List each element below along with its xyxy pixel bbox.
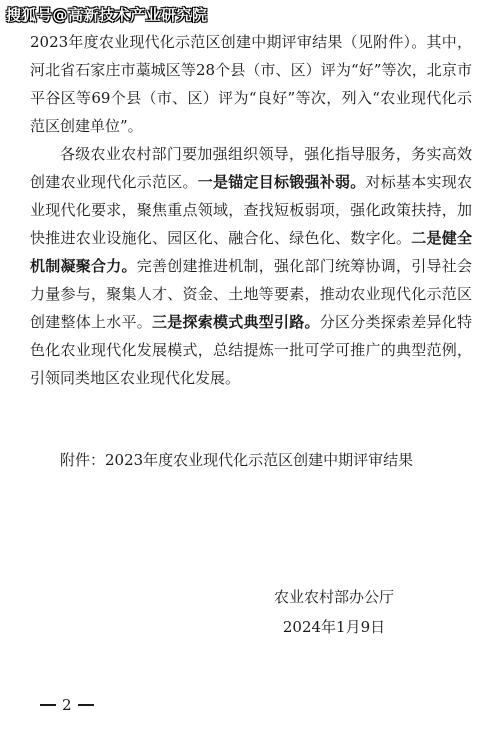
page-dash-right bbox=[78, 704, 94, 706]
text-point-1: 对标基本实现农业现代化要求，聚焦重点领域，查找短板弱项，强化政策扶持，加快推进农业设施化、园区化、融合化、绿色化、数字化。 bbox=[30, 173, 472, 247]
text-intro: 各级农业农村部门要加强组织领导，强化指导服务，务实高效创建农业现代化示范区。 bbox=[30, 145, 472, 191]
text-point-2: 完善创建推进机制，强化部门统筹协调，引导社会力量参与，聚集人才、资金、土地等要素，推动农业现代化示范区创建整体上水平。 bbox=[30, 257, 472, 331]
heading-point-2: 二是健全机制凝聚合力。 bbox=[30, 229, 472, 275]
page-dash-left bbox=[40, 704, 56, 706]
text-point-3: 分区分类探索差异化特色化农业现代化发展模式，总结提炼一批可学可推广的典型范例，引领同类地区农业现代化发展。 bbox=[30, 313, 472, 387]
heading-point-1: 一是锚定目标锻强补弱。 bbox=[197, 173, 366, 191]
document-body bbox=[30, 28, 472, 392]
watermark: 搜狐号@高新技术产业研究院 bbox=[6, 6, 208, 24]
issue-date: 2024年1月9日 bbox=[282, 618, 386, 636]
issuing-office: 农业农村部办公厅 bbox=[273, 588, 394, 606]
paragraph-result: 2023年度农业现代化示范区创建中期评审结果（见附件）。其中，河北省石家庄市藁城区等28个县（市、区）评为“好”等次，北京市平谷区等69个县（市、区）评为“良好”等次，列入“农业现代化示范区创建单位”。 bbox=[30, 33, 472, 135]
heading-point-3: 三是探索模式典型引路。 bbox=[152, 313, 320, 331]
page-number bbox=[40, 696, 94, 714]
paragraph-requirements bbox=[30, 140, 472, 392]
attachment-note: 附件：2023年度农业现代化示范区创建中期评审结果 bbox=[60, 451, 414, 469]
signature-block bbox=[268, 582, 400, 642]
page-number-value: 2 bbox=[62, 696, 72, 714]
